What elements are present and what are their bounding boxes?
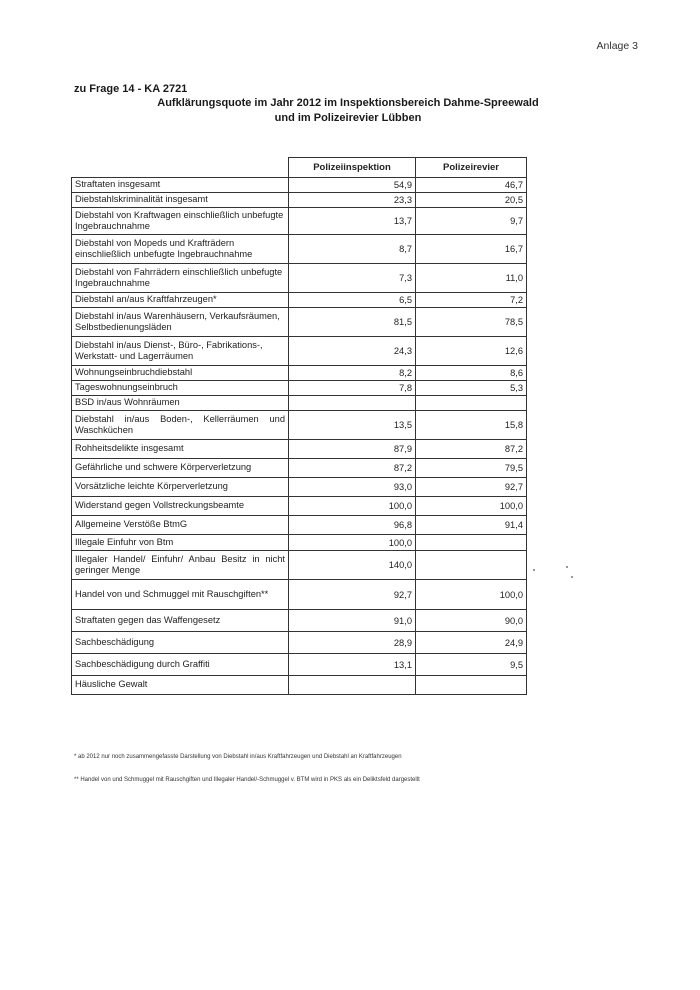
polizeiinspektion-value: 92,7 (289, 580, 416, 610)
polizeiinspektion-value: 7,8 (289, 381, 416, 396)
row-label: Straftaten insgesamt (72, 178, 289, 193)
table-row (72, 381, 527, 396)
table-row (72, 478, 527, 497)
footnote-1: * ab 2012 nur noch zusammengefasste Darstellung von Diebstahl in/aus Kraftfahrzeugen und Diebstahl an Kraftfahrzeugen (74, 754, 402, 760)
row-label: Diebstahl in/aus Warenhäusern, Verkaufsräumen, Selbstbedienungsläden (72, 308, 289, 337)
table-row (72, 535, 527, 551)
row-label: Tageswohnungseinbruch (72, 381, 289, 396)
table-row (72, 632, 527, 654)
polizeirevier-value: 100,0 (416, 497, 527, 516)
polizeirevier-value (416, 396, 527, 411)
annex-label: Anlage 3 (596, 40, 638, 52)
row-label: Straftaten gegen das Waffengesetz (72, 610, 289, 632)
polizeirevier-value: 92,7 (416, 478, 527, 497)
polizeiinspektion-value: 96,8 (289, 516, 416, 535)
polizeirevier-value: 100,0 (416, 580, 527, 610)
polizeiinspektion-value: 7,3 (289, 264, 416, 293)
table-row (72, 411, 527, 440)
polizeiinspektion-value: 6,5 (289, 293, 416, 308)
scan-speck (566, 566, 568, 568)
row-label: Diebstahl in/aus Boden-, Kellerräumen und Waschküchen (72, 411, 289, 440)
table-header-row (72, 158, 527, 178)
row-label: Gefährliche und schwere Körperverletzung (72, 459, 289, 478)
polizeirevier-value: 9,5 (416, 654, 527, 676)
table-row (72, 293, 527, 308)
title-line-1: Aufklärungsquote im Jahr 2012 im Inspektionsbereich Dahme-Spreewald (157, 97, 539, 109)
polizeirevier-value (416, 535, 527, 551)
polizeirevier-value: 91,4 (416, 516, 527, 535)
polizeirevier-value: 9,7 (416, 208, 527, 235)
polizeirevier-value: 78,5 (416, 308, 527, 337)
table-row (72, 264, 527, 293)
polizeiinspektion-value: 93,0 (289, 478, 416, 497)
table-row (72, 610, 527, 632)
row-label: Illegaler Handel/ Einfuhr/ Anbau Besitz in nicht geringer Menge (72, 551, 289, 580)
row-label: Handel von und Schmuggel mit Rauschgiften** (72, 580, 289, 610)
polizeirevier-value: 8,6 (416, 366, 527, 381)
row-label: Diebstahl von Mopeds und Krafträdern einschließlich unbefugte Ingebrauchnahme (72, 235, 289, 264)
row-label: Wohnungseinbruchdiebstahl (72, 366, 289, 381)
table-row (72, 676, 527, 695)
polizeiinspektion-value: 100,0 (289, 497, 416, 516)
polizeiinspektion-value: 13,1 (289, 654, 416, 676)
footnotes (74, 752, 634, 798)
row-label: Häusliche Gewalt (72, 676, 289, 695)
polizeirevier-value: 5,3 (416, 381, 527, 396)
polizeiinspektion-value: 28,9 (289, 632, 416, 654)
polizeiinspektion-value: 23,3 (289, 193, 416, 208)
row-label: BSD in/aus Wohnräumen (72, 396, 289, 411)
table-row (72, 178, 527, 193)
polizeirevier-value: 12,6 (416, 337, 527, 366)
polizeiinspektion-value (289, 676, 416, 695)
table-row (72, 337, 527, 366)
row-label: Diebstahl von Kraftwagen einschließlich unbefugte Ingebrauchnahme (72, 208, 289, 235)
polizeiinspektion-value: 8,7 (289, 235, 416, 264)
table-row (72, 516, 527, 535)
footnote-2: ** Handel von und Schmuggel mit Rauschgiften und Illegaler Handel/-Schmuggel v. BTM wird in PKS als ein Deliktsfeld dargestellt (74, 777, 420, 783)
polizeirevier-value: 20,5 (416, 193, 527, 208)
polizeirevier-value: 15,8 (416, 411, 527, 440)
row-label: Illegale Einfuhr von Btm (72, 535, 289, 551)
question-reference: zu Frage 14 - KA 2721 (74, 83, 188, 95)
table-body (72, 178, 527, 695)
row-label: Rohheitsdelikte insgesamt (72, 440, 289, 459)
row-label: Vorsätzliche leichte Körperverletzung (72, 478, 289, 497)
polizeirevier-value: 11,0 (416, 264, 527, 293)
row-label: Diebstahl in/aus Dienst-, Büro-, Fabrikations-, Werkstatt- und Lagerräumen (72, 337, 289, 366)
polizeirevier-value: 79,5 (416, 459, 527, 478)
header-blank (72, 158, 289, 178)
polizeiinspektion-value: 91,0 (289, 610, 416, 632)
row-label: Sachbeschädigung (72, 632, 289, 654)
polizeiinspektion-value: 81,5 (289, 308, 416, 337)
polizeiinspektion-value: 24,3 (289, 337, 416, 366)
polizeiinspektion-value: 13,5 (289, 411, 416, 440)
table-row (72, 366, 527, 381)
polizeiinspektion-value: 100,0 (289, 535, 416, 551)
row-label: Sachbeschädigung durch Graffiti (72, 654, 289, 676)
table-row (72, 308, 527, 337)
polizeirevier-value: 46,7 (416, 178, 527, 193)
table-row (72, 580, 527, 610)
table-row (72, 551, 527, 580)
row-label: Diebstahl an/aus Kraftfahrzeugen* (72, 293, 289, 308)
polizeiinspektion-value: 8,2 (289, 366, 416, 381)
polizeiinspektion-value (289, 396, 416, 411)
polizeiinspektion-value: 54,9 (289, 178, 416, 193)
scan-speck (533, 569, 535, 571)
polizeirevier-value (416, 676, 527, 695)
polizeirevier-value (416, 551, 527, 580)
polizeirevier-value: 16,7 (416, 235, 527, 264)
table-row (72, 193, 527, 208)
polizeirevier-value: 24,9 (416, 632, 527, 654)
polizeirevier-value: 87,2 (416, 440, 527, 459)
polizeiinspektion-value: 87,2 (289, 459, 416, 478)
row-label: Diebstahlskriminalität insgesamt (72, 193, 289, 208)
polizeiinspektion-value: 140,0 (289, 551, 416, 580)
header-polizeiinspektion: Polizeiinspektion (289, 158, 416, 178)
row-label: Allgemeine Verstöße BtmG (72, 516, 289, 535)
table-row (72, 235, 527, 264)
table-row (72, 654, 527, 676)
table-row (72, 208, 527, 235)
scan-speck (571, 576, 573, 578)
clearance-rate-table (71, 157, 527, 695)
row-label: Diebstahl von Fahrrädern einschließlich unbefugte Ingebrauchnahme (72, 264, 289, 293)
document-title (74, 96, 622, 126)
table-row (72, 497, 527, 516)
polizeiinspektion-value: 87,9 (289, 440, 416, 459)
header-polizeirevier: Polizeirevier (416, 158, 527, 178)
polizeiinspektion-value: 13,7 (289, 208, 416, 235)
title-line-2: und im Polizeirevier Lübben (274, 112, 422, 124)
row-label: Widerstand gegen Vollstreckungsbeamte (72, 497, 289, 516)
polizeirevier-value: 7,2 (416, 293, 527, 308)
polizeirevier-value: 90,0 (416, 610, 527, 632)
table-row (72, 440, 527, 459)
table-row (72, 396, 527, 411)
table-row (72, 459, 527, 478)
